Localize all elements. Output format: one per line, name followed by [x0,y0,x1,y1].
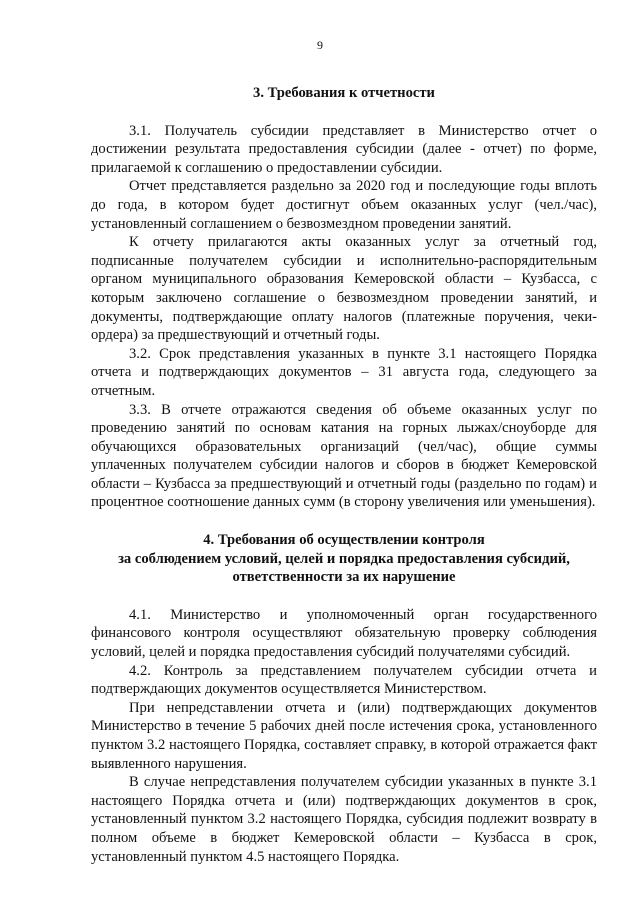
page-number: 9 [317,38,323,52]
section-4-title [91,531,597,587]
paragraph-3-2: 3.2. Срок представления указанных в пункте 3.1 настоящего Порядка отчета и подтверждающих документов – 31 августа года, следующего за отчетным. [91,345,597,399]
paragraph-4-2-refund: В случае непредставления получателем субсидии указанных в пункте 3.1 настоящего Порядка отчета и (или) подтверждающих документов в срок, установленный пунктом 3.2 настоящего Порядка, субсидия подлежит возврату в полном объеме в бюджет Кемеровской области – Кузбасса в срок, установленный пунктом 4.5 настоящего Порядка. [91,774,597,865]
paragraph-3-3: 3.3. В отчете отражаются сведения об объеме оказанных услуг по проведению занятий по основам катания на горных лыжах/сноуборде для обучающихся образовательных организаций (чел/час), общие суммы уплаченных получателем субсидии налогов и сборов в бюджет Кемеровской области – Кузбасса за предшествующий и отчетный годы (раздельно по годам) и процентное соотношение данных сумм (в сторону увеличения или уменьшения). [91,401,597,511]
paragraph-4-2-nonsubmission: При непредставлении отчета и (или) подтверждающих документов Министерство в течение 5 рабочих дней после истечения срока, установленного пунктом 3.2 настоящего Порядка, составляет справку, в которой отражается факт выявленного нарушения. [91,699,597,772]
section-3-title: 3. Требования к отчетности [253,85,435,101]
paragraph-4-1: 4.1. Министерство и уполномоченный орган государственного финансового контроля осуществляют обязательную проверку соблюдения условий, целей и порядка предоставления субсидий получателями субсидий. [91,606,597,661]
paragraph-3-1-report-period: Отчет представляется раздельно за 2020 год и последующие годы вплоть до года, в котором будет достигнут объем оказанных услуг (чел./час), установленный соглашением о безвозмездном проведении занятий. [91,178,597,232]
section-4-title-line: за соблюдением условий, целей и порядка предоставления субсидий, [118,550,570,567]
paragraph-3-1: 3.1. Получатель субсидии представляет в Министерство отчет о достижении результата предоставления субсидии (далее - отчет) по форме, прилагаемой к соглашению о предоставлении субсидии. [91,122,597,176]
section-4-title-line: 4. Требования об осуществлении контроля [203,532,485,549]
section-4-title-line: ответственности за их нарушение [232,569,456,586]
paragraph-3-1-attachments: К отчету прилагаются акты оказанных услуг за отчетный год, подписанные получателем субсидии и исполнительно-распорядительным органом муниципального образования Кемеровской области – Кузбасса, с которым заключено соглашение о безвозмездном проведении занятий, и документы, подтверждающие оплату налогов (платежные поручения, чеки-ордера) за предшествующий и отчетный годы. [91,234,597,344]
document-body [91,84,597,866]
paragraph-4-2: 4.2. Контроль за представлением получателем субсидии отчета и подтверждающих документов осуществляется Министерством. [91,662,597,698]
